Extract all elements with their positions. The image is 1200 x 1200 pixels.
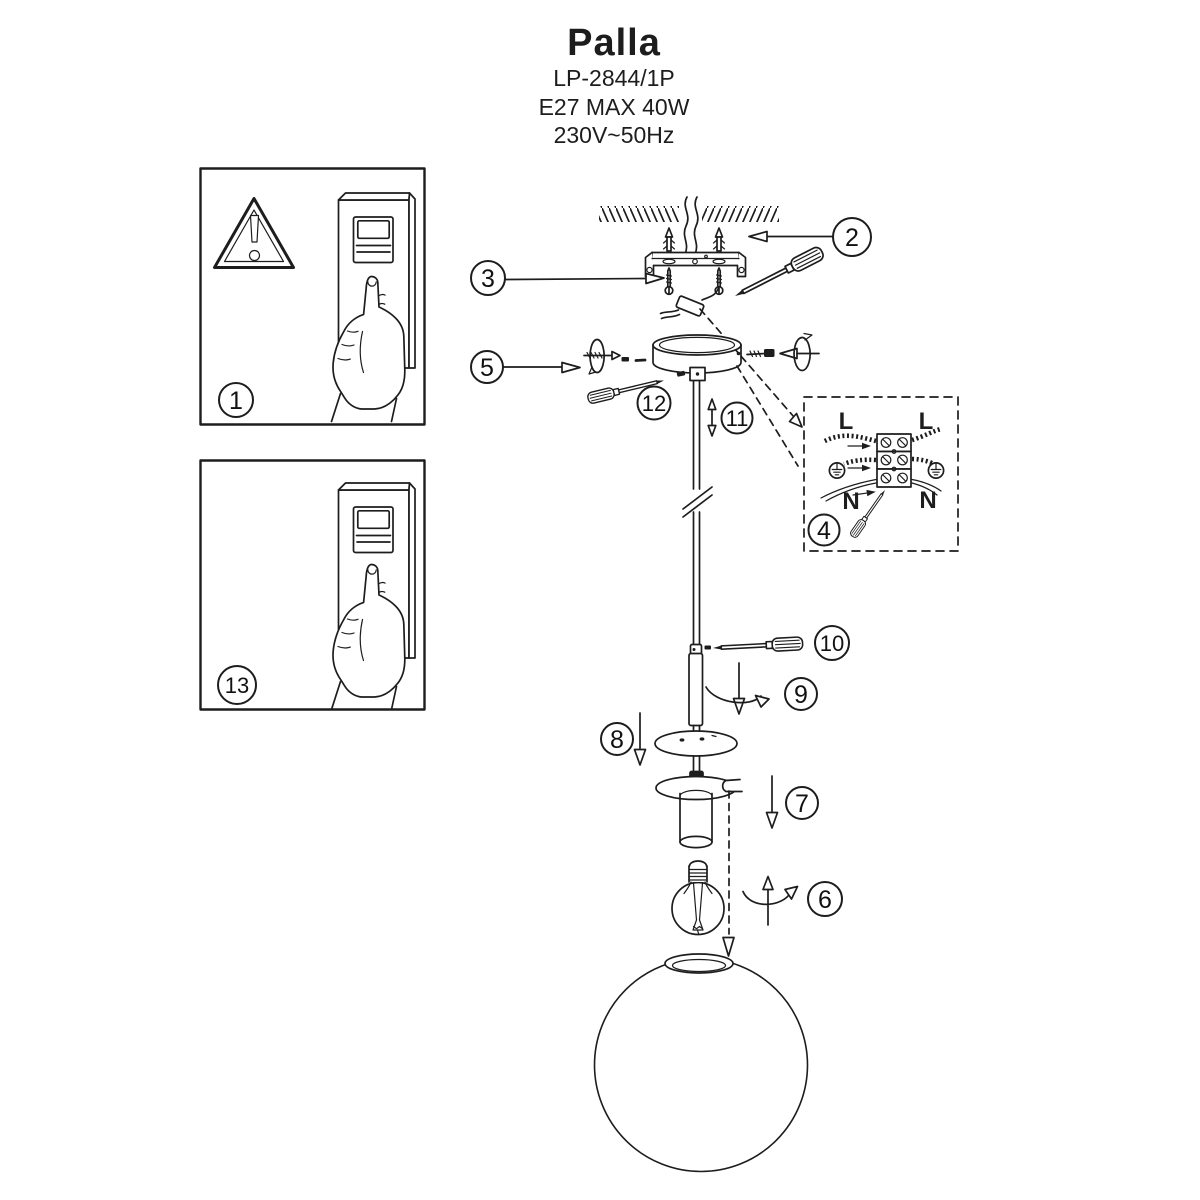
leader-arrow-step2 — [749, 232, 833, 242]
svg-text:10: 10 — [819, 631, 845, 656]
live-label: L — [838, 408, 854, 435]
svg-text:1: 1 — [229, 387, 243, 415]
svg-text:7: 7 — [795, 790, 809, 818]
rod-break-mark — [683, 487, 712, 517]
glass-globe — [595, 954, 808, 1172]
coupler-grub-screw — [705, 646, 712, 650]
step-badge-6 — [808, 882, 842, 916]
rod-coupler — [689, 645, 711, 726]
drop-arrowhead — [723, 938, 734, 957]
step-badge-8 — [601, 723, 633, 755]
canopy — [653, 335, 741, 381]
step-badge-3 — [471, 261, 505, 295]
rotation-arrow-step6 — [743, 877, 798, 926]
canopy-side-screw-left — [584, 340, 645, 375]
leader-arrow-step5 — [504, 363, 580, 373]
neutral-label: N — [842, 488, 860, 515]
mounting-bracket — [646, 253, 746, 277]
mains-wires — [684, 197, 697, 254]
cable-notch — [723, 780, 742, 792]
svg-text:9: 9 — [794, 681, 808, 709]
ground-wire — [912, 459, 934, 464]
bracket-screw-icon — [665, 268, 673, 294]
step-badge-2 — [833, 218, 871, 256]
canopy-side-screw-right — [747, 334, 819, 371]
bulb-spec: E27 MAX 40W — [538, 93, 690, 120]
ground-wire — [844, 460, 876, 464]
step-badge-5 — [471, 351, 503, 383]
shade-holder-disc — [655, 726, 737, 780]
wall-anchor-icon — [664, 228, 675, 251]
step-badge-7 — [786, 787, 818, 819]
neutral-label: N — [919, 487, 937, 514]
insert-arrow-step8 — [635, 713, 646, 765]
step-badge-9 — [785, 678, 817, 710]
globe-opening — [665, 954, 733, 973]
svg-text:13: 13 — [224, 673, 250, 698]
svg-text:2: 2 — [845, 224, 859, 252]
svg-text:11: 11 — [725, 406, 749, 431]
step-badge-4 — [809, 515, 840, 546]
insert-arrow-icon — [848, 443, 871, 449]
wall-anchor-icon — [714, 228, 725, 251]
leader-arrow-step3 — [506, 274, 664, 284]
height-adjust-arrow — [708, 399, 716, 436]
step-badge-11 — [722, 403, 753, 434]
earth-ground-icon — [829, 463, 844, 478]
step-badge-10 — [815, 626, 849, 660]
ceiling — [599, 206, 779, 222]
on-label: ON — [244, 537, 308, 579]
svg-text:8: 8 — [610, 726, 624, 754]
step-badge-1 — [219, 383, 253, 417]
step-badge-13 — [218, 666, 256, 704]
svg-text:12: 12 — [641, 391, 667, 416]
wiring-leader-arrowhead — [790, 414, 803, 428]
suspension-rod — [683, 381, 712, 648]
earth-ground-icon — [928, 463, 943, 478]
insert-arrow-icon — [848, 465, 871, 471]
svg-text:3: 3 — [481, 265, 495, 293]
lamp-holder-cover — [656, 777, 742, 848]
light-bulb — [672, 861, 724, 935]
product-model: LP-2844/1P — [553, 65, 675, 91]
svg-text:6: 6 — [818, 886, 832, 914]
rotation-arrow-step9 — [706, 663, 769, 714]
live-wire — [823, 436, 876, 442]
screwdriver-icon — [713, 637, 803, 655]
power-spec: 230V~50Hz — [553, 122, 675, 148]
bracket-screw-icon — [715, 268, 723, 294]
step-badge-12 — [638, 387, 671, 420]
svg-text:5: 5 — [480, 354, 494, 382]
live-label: L — [918, 408, 934, 435]
off-label: OFF — [219, 298, 297, 336]
terminal-block — [877, 434, 911, 487]
wiring-leader-dashed — [700, 309, 794, 417]
insert-arrow-step7 — [767, 776, 778, 828]
svg-text:4: 4 — [817, 517, 831, 545]
product-title: Palla — [567, 22, 661, 64]
